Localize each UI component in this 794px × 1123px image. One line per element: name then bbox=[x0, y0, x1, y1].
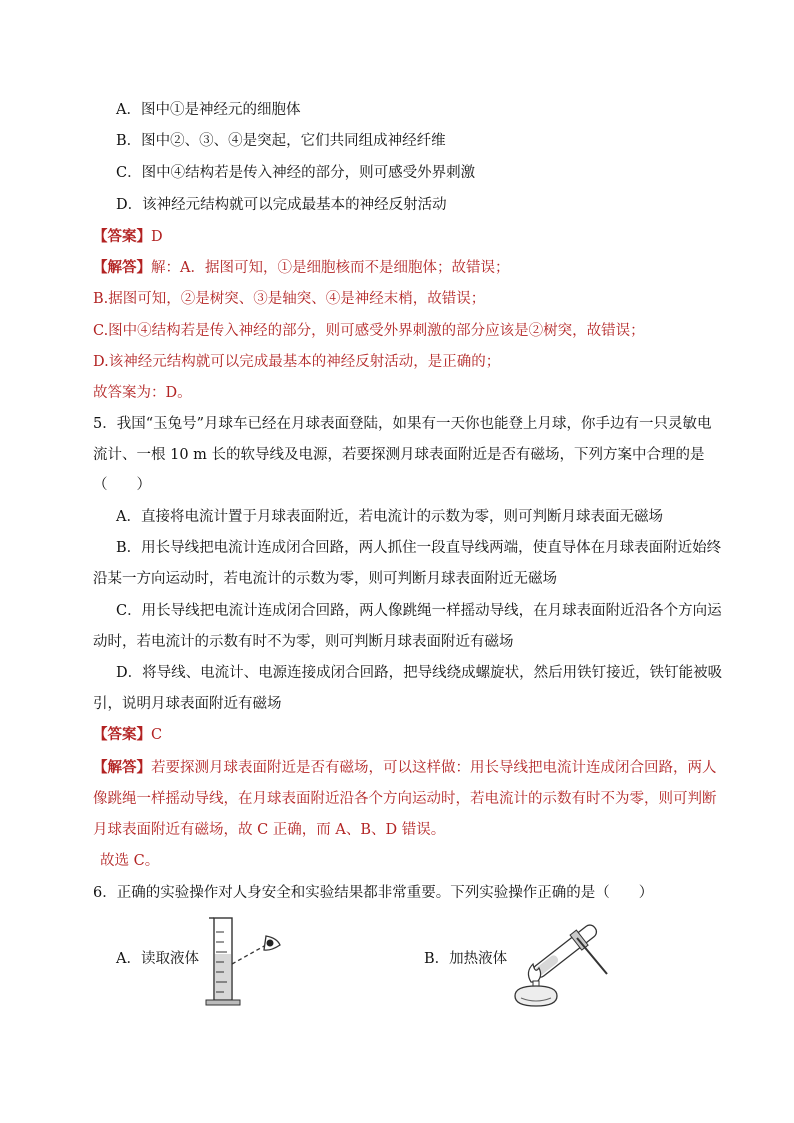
q5-option-c-line-2: 动时，若电流计的示数有时不为零，则可判断月球表面附近有磁场 bbox=[93, 634, 514, 650]
q5-option-d-line-2: 引，说明月球表面附近有磁场 bbox=[93, 696, 282, 712]
q4-analysis-line-3: C.图中④结构若是传入神经的部分，则可感受外界刺激的部分应该是②树突，故错误； bbox=[93, 323, 645, 339]
q5-answer-tag: 【答案】 bbox=[93, 726, 151, 743]
q5-answer-value: C bbox=[151, 727, 163, 743]
q6-option-b-label: B．加热液体 bbox=[424, 951, 508, 967]
q6-stem: 6．正确的实验操作对人身安全和实验结果都非常重要。下列实验操作正确的是（ ） bbox=[93, 885, 654, 901]
q5-option-c-line-1: C．用长导线把电流计连成闭合回路，两人像跳绳一样摇动导线，在月球表面附近沿各个方向运 bbox=[116, 603, 722, 619]
q4-analysis-row-1 bbox=[93, 258, 794, 278]
q5-option-a: A．直接将电流计置于月球表面附近，若电流计的示数为零，则可判断月球表面无磁场 bbox=[116, 509, 663, 525]
graduated-cylinder-icon bbox=[200, 912, 290, 1008]
q4-answer-value: D bbox=[151, 229, 163, 245]
q5-analysis-line-3: 月球表面附近有磁场，故 C 正确，而 A、B、D 错误。 bbox=[93, 822, 446, 838]
q5-option-b-line-2: 沿某一方向运动时，若电流计的示数为零，则可判断月球表面附近无磁场 bbox=[93, 571, 557, 587]
q4-analysis-line-4: D.该神经元结构就可以完成最基本的神经反射活动，是正确的； bbox=[93, 354, 501, 370]
q5-analysis-tag: 【解答】 bbox=[93, 759, 151, 776]
q4-analysis-line-1: 解：A．据图可知，①是细胞核而不是细胞体；故错误； bbox=[151, 260, 510, 276]
q4-analysis-line-5: 故答案为：D。 bbox=[93, 385, 192, 401]
q5-answer-row bbox=[93, 725, 794, 745]
q4-option-b: B．图中②、③、④是突起，它们共同组成神经纤维 bbox=[116, 133, 446, 149]
q4-answer-row bbox=[93, 227, 794, 247]
q5-stem-line-3: （ ） bbox=[93, 477, 151, 493]
q5-analysis-row-1 bbox=[93, 758, 794, 778]
q5-stem-line-1: 5．我国“玉兔号”月球车已经在月球表面登陆，如果有一天你也能登上月球，你手边有一只灵敏电 bbox=[93, 416, 712, 432]
q4-option-a: A．图中①是神经元的细胞体 bbox=[116, 102, 301, 118]
q5-option-b-line-1: B．用长导线把电流计连成闭合回路，两人抓住一段直导线两端，使直导体在月球表面附近始终 bbox=[116, 540, 722, 556]
q5-stem-line-2: 流计、一根 10 m 长的软导线及电源，若要探测月球表面附近是否有磁场，下列方案中合理的是 bbox=[93, 447, 705, 463]
q4-answer-tag: 【答案】 bbox=[93, 228, 151, 245]
q5-option-d-line-1: D．将导线、电流计、电源连接成闭合回路，把导线绕成螺旋状，然后用铁钉接近，铁钉能被吸 bbox=[116, 665, 723, 681]
q4-option-c: C．图中④结构若是传入神经的部分，则可感受外界刺激 bbox=[116, 165, 476, 181]
q5-analysis-line-4: 故选 C。 bbox=[100, 853, 160, 869]
q6-option-a-label: A．读取液体 bbox=[116, 951, 199, 967]
q5-analysis-line-2: 像跳绳一样摇动导线，在月球表面附近沿各个方向运动时，若电流计的示数有时不为零，则可判断 bbox=[93, 791, 717, 807]
q4-analysis-tag: 【解答】 bbox=[93, 259, 151, 276]
q5-analysis-line-1: 若要探测月球表面附近是否有磁场，可以这样做：用长导线把电流计连成闭合回路，两人 bbox=[151, 760, 717, 776]
q4-analysis-line-2: B.据图可知，②是树突、③是轴突、④是神经末梢，故错误； bbox=[93, 291, 486, 307]
test-tube-heating-icon bbox=[505, 912, 615, 1010]
q4-option-d: D．该神经元结构就可以完成最基本的神经反射活动 bbox=[116, 197, 447, 213]
